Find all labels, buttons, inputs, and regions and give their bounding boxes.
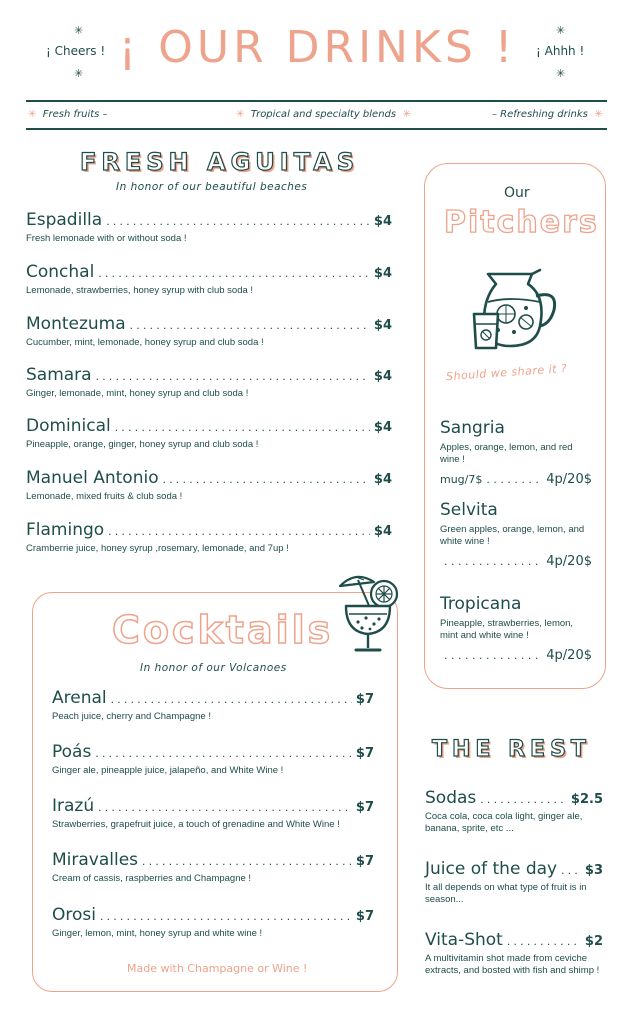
menu-item-dominical: Dominical . . . $4 Pineapple, orange, ginger, honey syrup and club soda ! [26,416,392,451]
fresh-aguitas-subtitle: In honor of our beautiful beaches [116,181,308,193]
tagline-tropical: ✳ Tropical and specialty blends ✳ [236,109,411,120]
cocktail-glass-with-umbrella-icon [334,568,404,656]
menu-item-arenal: Arenal . . . $7 Peach juice, cherry and Champagne ! [52,688,374,723]
page-title: ¡ OUR DRINKS ! [118,22,517,73]
tagline-refreshing: – Refreshing drinks ✳ [492,109,603,120]
menu-item-montezuma: Montezuma . . . $4 Cucumber, mint, lemonade, honey syrup and club soda ! [26,314,392,349]
pitcher-item-tropicana: Tropicana Pineapple, strawberries, lemon, mint and white wine ! . . . 4p/20$ [440,594,592,663]
menu-item-espadilla: Espadilla . . . $4 Fresh lemonade with or without soda ! [26,210,392,245]
pitcher-item-selvita: Selvita Green apples, orange, lemon, and white wine ! . . . 4p/20$ [440,500,592,569]
ahhh-note: ¡ Ahhh ! [536,44,585,58]
share-note: Should we share it ? [445,361,568,384]
menu-item-vita-shot: Vita-Shot . . . $2 A multivitamin shot made from ceviche extracts, and bosted with fish and shimp ! [425,930,603,977]
cocktails-title: Cocktails [112,608,334,652]
menu-item-irazu: Irazú . . . $7 Strawberries, grapefruit juice, a touch of grenadine and White Wine ! [52,796,374,831]
header-rule-bottom [26,128,607,130]
fresh-aguitas-title: FRESH AGUITAS [80,148,360,176]
menu-item-manuel-antonio: Manuel Antonio . . . $4 Lemonade, mixed fruits & club soda ! [26,468,392,503]
header-rule-top [26,100,607,102]
menu-item-samara: Samara . . . $4 Ginger, lemonade, mint, honey syrup and club soda ! [26,365,392,400]
pitchers-title: Pitchers [444,205,599,240]
sparkle-icon: ✳ [556,25,566,37]
cocktails-subtitle: In honor of our Volcanoes [140,662,287,674]
menu-item-flamingo: Flamingo . . . $4 Cramberrie juice, honey syrup ,rosemary, lemonade, and 7up ! [26,520,392,555]
pitchers-our-label: Our [504,185,530,201]
sparkle-icon: ✳ [556,68,566,80]
tagline-fresh: ✳ Fresh fruits – [28,109,108,120]
menu-item-juice-of-the-day: Juice of the day . . . $3 It all depends on what type of fruit is in season... [425,859,603,906]
sparkle-icon: ✳ [74,25,84,37]
sparkle-icon: ✳ [74,68,84,80]
pitcher-with-glass-icon [470,266,562,354]
menu-item-sodas: Sodas . . . $2.5 Coca cola, coca cola light, ginger ale, banana, sprite, etc ... [425,788,603,835]
cocktails-footnote: Made with Champagne or Wine ! [127,962,308,975]
menu-item-miravalles: Miravalles . . . $7 Cream of cassis, raspberries and Champagne ! [52,850,374,885]
the-rest-title: THE REST [432,737,591,762]
cheers-note: ¡ Cheers ! [46,44,106,58]
menu-item-poas: Poás . . . $7 Ginger ale, pineapple juice, jalapeño, and White Wine ! [52,742,374,777]
pitcher-item-sangria: Sangria Apples, orange, lemon, and red wine ! mug/7$ . . . 4p/20$ [440,418,592,487]
menu-item-orosi: Orosi . . . $7 Ginger, lemon, mint, honey syrup and white wine ! [52,905,374,940]
menu-item-conchal: Conchal . . . $4 Lemonade, strawberries, honey syrup with club soda ! [26,262,392,297]
